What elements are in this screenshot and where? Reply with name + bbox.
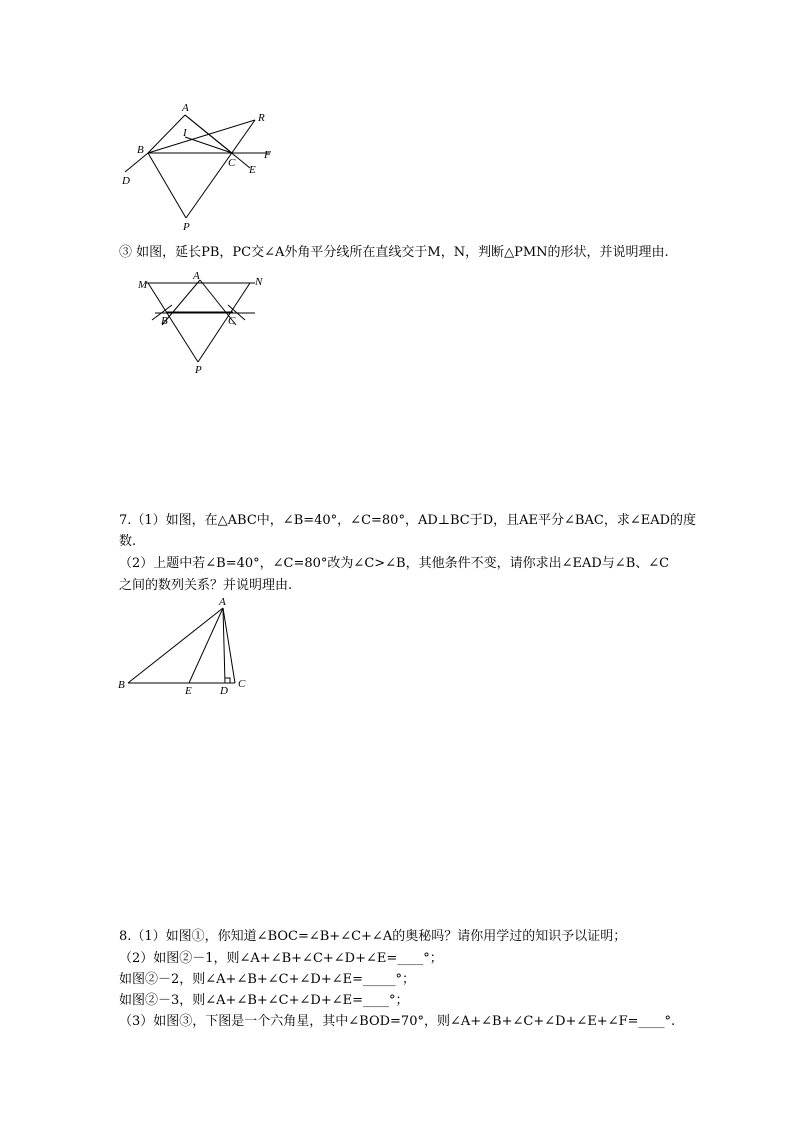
label-R: R — [258, 112, 265, 124]
q7-part2-line2: 之间的数列关系？并说明理由. — [119, 578, 293, 593]
label-C: C — [238, 678, 246, 690]
q8-line2: （2）如图②－1，则∠A+∠B+∠C+∠D+∠E=____°； — [119, 951, 443, 966]
q6-part3-text: ③ 如图，延长PB，PC交∠A外角平分线所在直线交于M，N，判断△PMN的形状，并说明理由. — [119, 245, 669, 260]
label-M: M — [138, 279, 148, 291]
label-B: B — [137, 144, 144, 156]
label-P: P — [195, 364, 202, 376]
label-C: C — [228, 157, 236, 169]
q8-line1: 8.（1）如图①，你知道∠BOC=∠B+∠C+∠A的奥秘吗？请你用学过的知识予以证明； — [119, 929, 627, 944]
label-C: C — [228, 315, 236, 327]
q7-part2-line1: （2）上题中若∠B=40°，∠C=80°改为∠C>∠B，其他条件不变，请你求出∠EAD与∠B、∠C — [119, 556, 670, 571]
label-B: B — [118, 679, 125, 691]
label-A: A — [182, 102, 189, 114]
label-F: F — [264, 149, 271, 161]
q8-line4: 如图②－3，则∠A+∠B+∠C+∠D+∠E=____°； — [119, 993, 409, 1008]
label-I: I — [183, 127, 187, 139]
figure-triangle-abc-bisectors — [115, 100, 285, 235]
label-A: A — [193, 270, 200, 282]
label-P: P — [183, 221, 190, 233]
label-D: D — [122, 175, 130, 187]
label-N: N — [255, 276, 263, 288]
label-A: A — [219, 596, 226, 608]
q7-part1-line1: 7.（1）如图，在△ABC中，∠B=40°，∠C=80°，AD⊥BC于D，且AE平分∠BAC，求∠EAD的度 — [119, 513, 697, 528]
label-B: B — [161, 315, 168, 327]
figure-triangle-abc-altitude — [115, 595, 255, 695]
q8-line5: （3）如图③，下图是一个六角星，其中∠BOD=70°，则∠A+∠B+∠C+∠D+∠E+∠F=____°. — [119, 1014, 676, 1029]
q8-line3: 如图②－2，则∠A+∠B+∠C+∠D+∠E=_____°； — [119, 972, 415, 987]
figure-pmn-triangle — [135, 270, 270, 380]
label-E: E — [249, 164, 256, 176]
q7-part1-line2: 数. — [119, 534, 137, 549]
label-D: D — [220, 685, 228, 697]
label-E: E — [185, 685, 192, 697]
